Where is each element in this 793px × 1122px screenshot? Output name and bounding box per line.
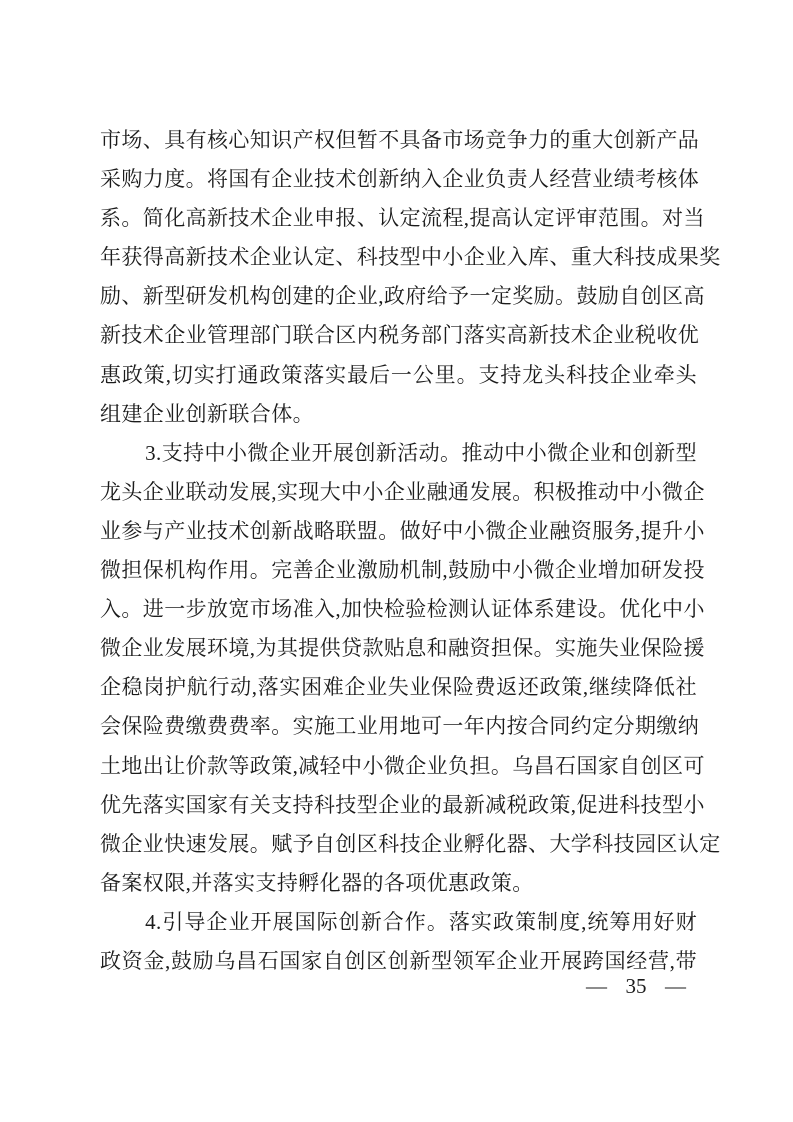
text-line: 市场、具有核心知识产权但暂不具备市场竞争力的重大创新产品 bbox=[100, 128, 700, 152]
text-line: 业参与产业技术创新战略联盟。做好中小微企业融资服务,提升小 bbox=[100, 518, 705, 543]
body-text bbox=[100, 121, 721, 981]
text-line: 组建企业创新联合体。 bbox=[100, 401, 314, 426]
page-number bbox=[586, 972, 686, 1000]
text-line: 会保险费缴费费率。实施工业用地可一年内按合同约定分期缴纳 bbox=[100, 714, 700, 739]
text-line: 土地出让价款等政策,减轻中小微企业负担。乌昌石国家自创区可 bbox=[100, 753, 705, 778]
text-line: 4.引导企业开展国际创新合作。落实政策制度,统筹用好财 bbox=[145, 909, 697, 934]
page-number-value: 35 bbox=[625, 974, 647, 998]
text-line: 系。简化高新技术企业申报、认定流程,提高认定评审范围。对当 bbox=[100, 206, 705, 231]
text-line: 励、新型研发机构创建的企业,政府给予一定奖励。鼓励自创区高 bbox=[100, 284, 705, 309]
text-line: 3.支持中小微企业开展创新活动。推动中小微企业和创新型 bbox=[145, 440, 697, 465]
page-number-dash-right: — bbox=[665, 974, 686, 998]
text-line: 采购力度。将国有企业技术创新纳入企业负责人经营业绩考核体 bbox=[100, 167, 700, 192]
text-line: 入。进一步放宽市场准入,加快检验检测认证体系建设。优化中小 bbox=[100, 597, 705, 622]
text-line: 龙头企业联动发展,实现大中小企业融通发展。积极推动中小微企 bbox=[100, 479, 705, 504]
text-line: 新技术企业管理部门联合区内税务部门落实高新技术企业税收优 bbox=[100, 323, 700, 348]
page-number-dash-left: — bbox=[586, 974, 607, 998]
text-line: 微担保机构作用。完善企业激励机制,鼓励中小微企业增加研发投 bbox=[100, 558, 705, 583]
text-line: 备案权限,并落实支持孵化器的各项优惠政策。 bbox=[100, 870, 534, 895]
text-line: 优先落实国家有关支持科技型企业的最新减税政策,促进科技型小 bbox=[100, 792, 705, 817]
text-line: 微企业快速发展。赋予自创区科技企业孵化器、大学科技园区认定 bbox=[100, 831, 721, 856]
text-line: 年获得高新技术企业认定、科技型中小企业入库、重大科技成果奖 bbox=[100, 245, 721, 270]
text-line: 微企业发展环境,为其提供贷款贴息和融资担保。实施失业保险援 bbox=[100, 636, 705, 661]
text-line: 惠政策,切实打通政策落实最后一公里。支持龙头科技企业牵头 bbox=[100, 362, 697, 387]
text-line: 政资金,鼓励乌昌石国家自创区创新型领军企业开展跨国经营,带 bbox=[100, 948, 697, 973]
text-line: 企稳岗护航行动,落实困难企业失业保险费返还政策,继续降低社 bbox=[100, 675, 697, 700]
